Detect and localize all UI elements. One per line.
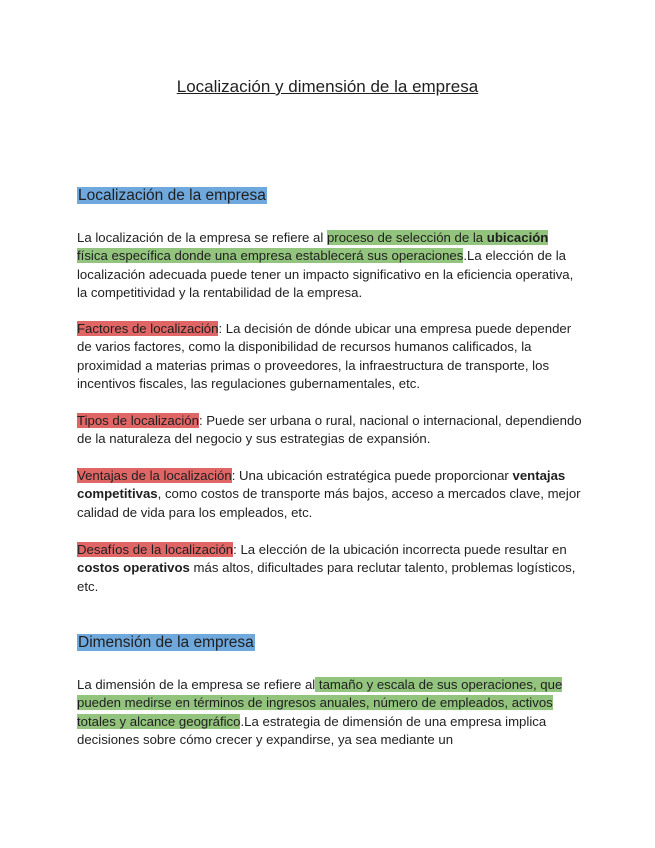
highlight-ubicacion-b: física específica donde una empresa establecerá sus operaciones [77,248,464,264]
heading-localizacion-text: Localización de la empresa [78,187,266,204]
label-desafios: Desafíos de la localización [77,542,234,557]
text-ventajas-a: : Una ubicación estratégica puede proporcionar [231,468,513,483]
heading-localizacion [77,186,267,206]
text-desafios-a: : La elección de la ubicación incorrecta puede resultar en [233,542,567,557]
highlight-dimension: tamaño y escala de sus operaciones, que pueden medirse en términos de ingresos anuales, número de empleados, activos totales y alcance geográfico [77,677,563,729]
paragraph-dimension-intro [77,676,582,750]
dimension-text-before: La dimensión de la empresa se refiere al [77,677,316,692]
paragraph-desafios [77,541,582,596]
text-desafios-b: más altos, dificultades para reclutar talento, problemas logísticos, etc. [77,560,576,594]
document-title: Localización y dimensión de la empresa [176,77,479,96]
paragraph-tipos [77,412,582,449]
bold-ventajas: ventajas competitivas [77,468,566,502]
dimension-text-after: .La estrategia de dimensión de una empresa implica decisiones sobre cómo crecer y expandirse, ya sea mediante un [77,713,547,748]
text-ventajas-b: , como costos de transporte más bajos, acceso a mercados clave, mejor calidad de vida para los empleados, etc. [77,486,581,520]
paragraph-localizacion-intro [77,229,582,303]
paragraph-factores [77,320,582,394]
intro-text-before: La localización de la empresa se refiere al [77,230,327,245]
paragraph-ventajas [77,467,582,522]
text-factores: : La decisión de dónde ubicar una empresa puede depender de varios factores, como la disponibilidad de recursos humanos calificados, la proximidad a materias primas o proveedores, la infraestructura de transporte, los incentivos fiscales, las regulaciones gubernamentales, etc. [77,321,572,392]
label-ventajas: Ventajas de la localización [77,468,232,483]
heading-dimension [77,633,255,653]
text-tipos: : Puede ser urbana o rural, nacional o internacional, dependiendo de la naturaleza del negocio y sus estrategias de expansión. [77,413,582,447]
intro-text-after: .La elección de la localización adecuada puede tener un impacto significativo en la eficiencia operativa, la competitividad y la rentabilidad de la empresa. [77,248,574,301]
label-factores: Factores de localización [77,321,219,336]
heading-dimension-text: Dimensión de la empresa [78,634,254,651]
highlight-ubicacion-a: proceso de selección de la [326,230,487,245]
bold-ubicacion: ubicación [486,230,549,245]
bold-desafios: costos operativos [77,560,190,576]
label-tipos: Tipos de localización [77,413,199,428]
